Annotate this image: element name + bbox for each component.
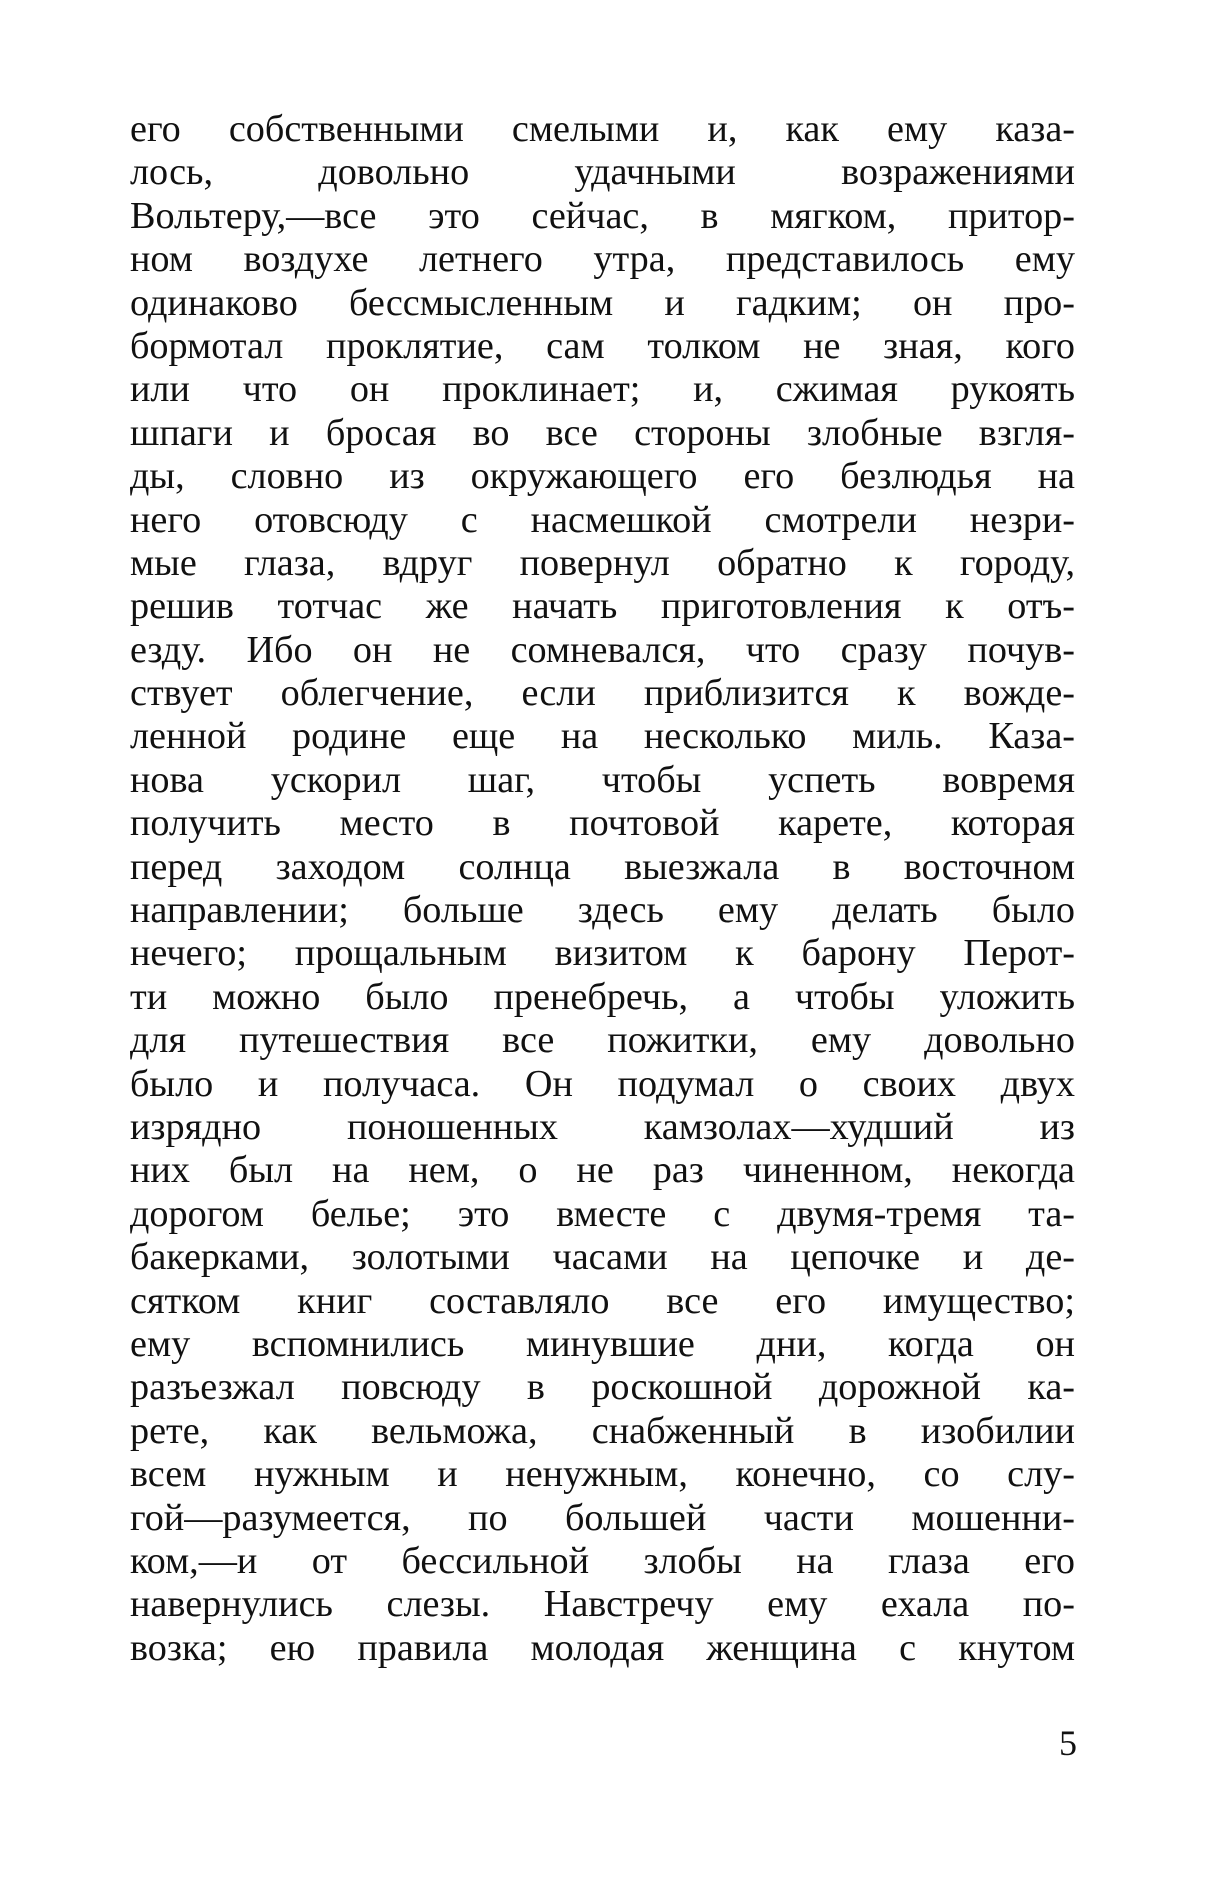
text-line-35: навернулись слезы. Навстречу ему ехала по- (130, 1583, 1075, 1626)
body-text (130, 108, 1075, 1670)
text-line-6: бормотал проклятие, сам толком не зная, кого (130, 324, 1075, 367)
text-line-9: ды, словно из окружающего его безлюдья на (130, 455, 1075, 498)
text-line-10: него отовсюду с насмешкой смотрели незри- (130, 498, 1075, 541)
text-line-34: ком,—и от бессильной злобы на глаза его (130, 1539, 1075, 1582)
text-line-24: изрядно поношенных камзолах—худший из (130, 1105, 1075, 1148)
text-line-31: рете, как вельможа, снабженный в изобилии (130, 1409, 1075, 1452)
text-line-21: ти можно было пренебречь, а чтобы уложить (130, 975, 1075, 1018)
text-line-2: лось, довольно удачными возражениями (130, 151, 1075, 194)
text-line-33: гой—разумеется, по большей части мошенни- (130, 1496, 1075, 1539)
text-line-22: для путешествия все пожитки, ему довольно (130, 1019, 1075, 1062)
text-line-14: ствует облегчение, если приблизится к вожде- (130, 672, 1075, 715)
text-line-1: его собственными смелыми и, как ему каза- (130, 108, 1075, 150)
text-line-8: шпаги и бросая во все стороны злобные взгля- (130, 411, 1075, 454)
text-line-17: получить место в почтовой карете, которая (130, 802, 1075, 845)
text-line-27: бакерками, золотыми часами на цепочке и де- (130, 1236, 1075, 1279)
text-line-5: одинаково бессмысленным и гадким; он про- (130, 281, 1075, 324)
text-line-20: нечего; прощальным визитом к барону Перот- (130, 932, 1075, 975)
text-line-4: ном воздухе летнего утра, представилось ему (130, 238, 1075, 281)
text-line-12: решив тотчас же начать приготовления к отъ- (130, 585, 1075, 628)
text-line-28: сятком книг составляло все его имущество; (130, 1279, 1075, 1322)
text-line-25: них был на нем, о не раз чиненном, некогда (130, 1149, 1075, 1192)
text-line-18: перед заходом солнца выезжала в восточном (130, 845, 1075, 888)
page-number: 5 (1059, 1723, 1077, 1763)
text-line-30: разъезжал повсюду в роскошной дорожной ка- (130, 1366, 1075, 1409)
text-line-16: нова ускорил шаг, чтобы успеть вовремя (130, 758, 1075, 801)
text-line-15: ленной родине еще на несколько миль. Каза- (130, 715, 1075, 758)
text-line-36: возка; ею правила молодая женщина с кнутом (130, 1626, 1075, 1669)
text-line-29: ему вспомнились минувшие дни, когда он (130, 1322, 1075, 1365)
text-line-26: дорогом белье; это вместе с двумя-тремя та- (130, 1192, 1075, 1235)
text-line-23: было и получаса. Он подумал о своих двух (130, 1062, 1075, 1105)
text-line-11: мые глаза, вдруг повернул обратно к городу, (130, 541, 1075, 584)
text-line-7: или что он проклинает; и, сжимая рукоять (130, 368, 1075, 411)
text-line-19: направлении; больше здесь ему делать было (130, 889, 1075, 932)
text-line-32: всем нужным и ненужным, конечно, со слу- (130, 1453, 1075, 1496)
text-line-3: Вольтеру,—все это сейчас, в мягком, притор- (130, 194, 1075, 237)
text-line-13: езду. Ибо он не сомневался, что сразу почув- (130, 628, 1075, 671)
